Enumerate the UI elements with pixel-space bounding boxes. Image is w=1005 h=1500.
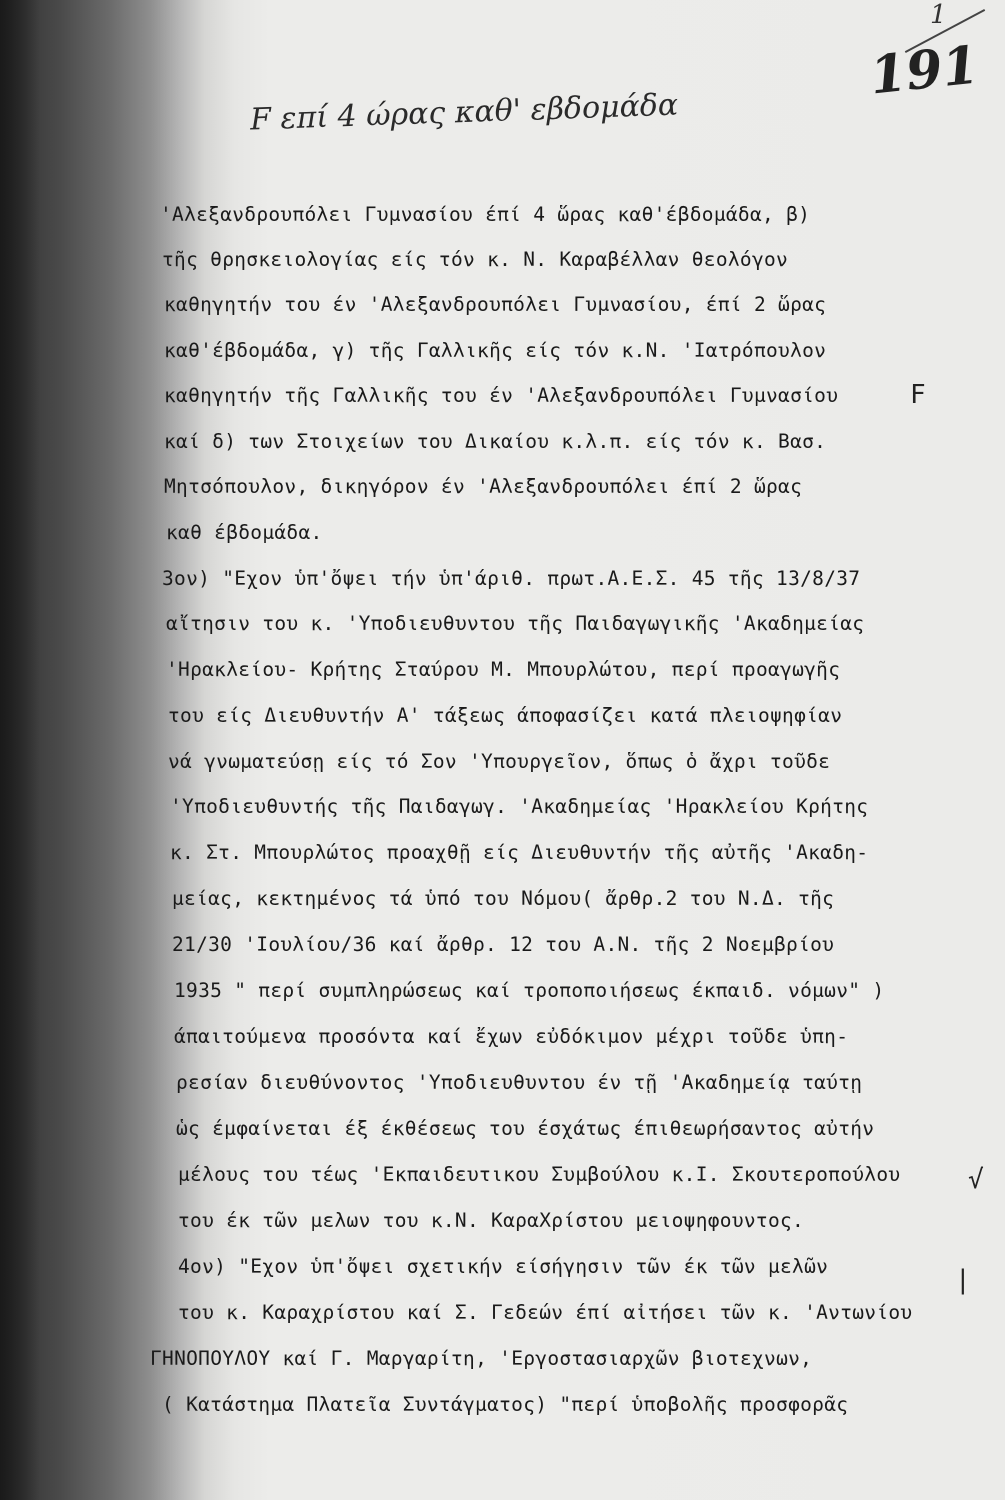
text-line: ὡς έμφαίνεται έξ έκθέσεως του έσχάτως έπιθεωρήσαντος αὐτήν — [176, 1117, 875, 1140]
text-line: καθηγητήν του έν 'Αλεξανδρουπόλει Γυμνασίου, έπί 2 ὥρας — [164, 293, 827, 316]
text-line: 3ον) "Εχον ὑπ'ὄψει τήν ὑπ'άριθ. πρωτ.Α.Ε.Σ. 45 τῆς 13/8/37 — [162, 567, 861, 590]
margin-mark: √ — [968, 1165, 984, 1195]
text-line: 'Αλεξανδρουπόλει Γυμνασίου έπί 4 ὥρας καθ'έβδομάδα, β) — [160, 203, 811, 226]
text-line: κ. Στ. Μπουρλώτος προαχθῇ είς Διευθυντήν τῆς αὐτῆς 'Ακαδη- — [170, 841, 869, 864]
text-line: 1935 " περί συμπληρώσεως καί τροποποιήσεως έκπαιδ. νόμων" ) — [174, 979, 885, 1002]
text-line: του κ. Καραχρίστου καί Σ. Γεδεών έπί αἰτήσει τῶν κ. 'Αντωνίου — [178, 1301, 913, 1324]
text-line: μείας, κεκτημένος τά ὑπό του Νόμου( ἄρθρ.2 του Ν.Δ. τῆς — [172, 887, 835, 910]
text-line: ΓΗΝΟΠΟΥΛΟΥ καί Γ. Μαργαρίτη, 'Εργοστασιαρχῶν βιοτεχνων, — [150, 1347, 813, 1370]
text-line: καθηγητήν τῆς Γαλλικῆς του έν 'Αλεξανδρουπόλει Γυμνασίου — [164, 384, 839, 407]
text-line: καί δ) των Στοιχείων του Δικαίου κ.λ.π. είς τόν κ. Βασ. — [164, 430, 827, 453]
text-line: 21/30 'Ιουλίου/36 καί ἄρθρ. 12 του Α.Ν. τῆς 2 Νοεμβρίου — [172, 933, 835, 956]
text-line: του είς Διευθυντήν Α' τάξεως άποφασίζει κατά πλειοψηφίαν — [168, 704, 843, 727]
text-line: τῆς θρησκειολογίας είς τόν κ. Ν. Καραβέλλαν θεολόγον — [162, 248, 789, 271]
text-line: άπαιτούμενα προσόντα καί ἔχων εὐδόκιμον μέχρι τοῦδε ὑπη- — [174, 1025, 849, 1048]
text-line: 'Υποδιευθυντής τῆς Παιδαγωγ. 'Ακαδημείας 'Ηρακλείου Κρήτης — [170, 795, 869, 818]
text-line: καθ έβδομάδα. — [166, 521, 323, 544]
margin-mark: | — [955, 1265, 971, 1295]
text-line: αἴτησιν του κ. 'Υποδιευθυντου τῆς Παιδαγωγικῆς 'Ακαδημείας — [166, 612, 865, 635]
page-number-top: 1 — [930, 0, 947, 30]
text-line: του έκ τῶν μελων του κ.Ν. ΚαραΧρίστου μειοψηφουντος. — [178, 1209, 805, 1232]
margin-mark: F — [910, 380, 926, 410]
text-line: 'Ηρακλείου- Κρήτης Σταύρου Μ. Μπουρλώτου, περί προαγωγῆς — [166, 658, 841, 681]
text-line: ( Κατάστημα Πλατεῖα Συντάγματος) "περί ὑποβολῆς προσφορᾶς — [162, 1393, 849, 1416]
text-line: Μητσόπουλον, δικηγόρον έν 'Αλεξανδρουπόλει έπί 2 ὥρας — [164, 475, 803, 498]
page-number: 191 — [867, 34, 982, 107]
text-line: καθ'έβδομάδα, γ) τῆς Γαλλικῆς είς τόν κ.Ν. 'Ιατρόπουλον — [164, 339, 827, 362]
text-line: μέλους του τέως 'Εκπαιδευτικου Συμβούλου κ.Ι. Σκουτεροπούλου — [178, 1163, 901, 1186]
text-line: 4ον) "Εχον ὑπ'ὄψει σχετικήν είσήγησιν τῶν έκ τῶν μελῶν — [178, 1255, 829, 1278]
text-line: νά γνωματεύσῃ είς τό Σον 'Υπουργεῖον, ὅπως ὁ ἄχρι τοῦδε — [168, 750, 831, 773]
text-line: ρεσίαν διευθύνοντος 'Υποδιευθυντου έν τῇ 'Ακαδημείᾳ ταύτῃ — [176, 1071, 863, 1094]
handwritten-note: F επί 4 ώρας καθ' εβδομάδα — [249, 87, 679, 138]
